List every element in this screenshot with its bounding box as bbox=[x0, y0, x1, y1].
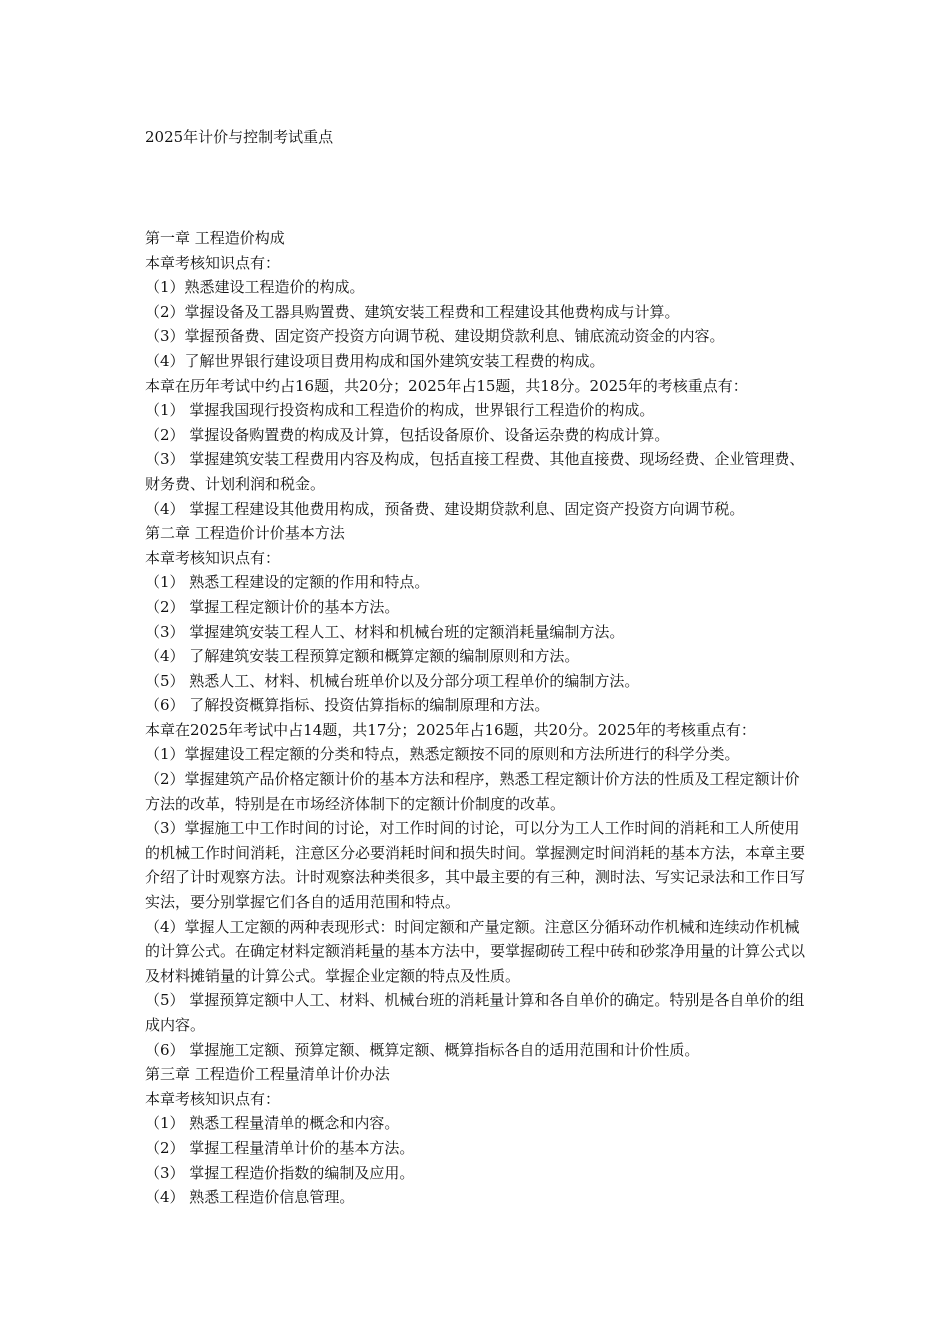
paragraph: （3） 掌握建筑安装工程费用内容及构成，包括直接工程费、其他直接费、现场经费、企业管理费、财务费、计划利润和税金。 bbox=[145, 450, 805, 493]
paragraph: 本章考核知识点有： bbox=[145, 1089, 281, 1108]
paragraph: （3） 掌握建筑安装工程人工、材料和机械台班的定额消耗量编制方法。 bbox=[145, 622, 625, 641]
document-body bbox=[145, 226, 807, 1210]
chapter-2-heading: 第二章 工程造价计价基本方法 bbox=[145, 524, 345, 543]
paragraph: （5） 掌握预算定额中人工、材料、机械台班的消耗量计算和各自单价的确定。特别是各自单价的组成内容。 bbox=[145, 991, 805, 1034]
paragraph: 本章在2025年考试中占14题，共17分；2025年占16题，共20分。2025年的考核重点有： bbox=[145, 720, 756, 739]
chapter-1-heading: 第一章 工程造价构成 bbox=[145, 229, 285, 247]
paragraph: （3）掌握施工中工作时间的讨论，对工作时间的讨论，可以分为工人工作时间的消耗和工人所使用的机械工作时间消耗，注意区分必要消耗时间和损失时间。掌握测定时间消耗的基本方法，本章主要介绍了计时观察方法。计时观察法种类很多，其中最主要的有三种，测时法、写实记录法和工作日写实法，要分别掌握它们各自的适用范围和特点。 bbox=[145, 819, 806, 912]
paragraph: （4） 掌握工程建设其他费用构成，预备费、建设期贷款利息、固定资产投资方向调节税。 bbox=[145, 499, 745, 518]
paragraph: （2） 掌握工程量清单计价的基本方法。 bbox=[145, 1138, 415, 1157]
paragraph: （2） 掌握工程定额计价的基本方法。 bbox=[145, 597, 400, 616]
paragraph: （2）掌握设备及工器具购置费、建筑安装工程费和工程建设其他费构成与计算。 bbox=[145, 302, 680, 321]
paragraph: （1） 熟悉工程量清单的概念和内容。 bbox=[145, 1114, 400, 1133]
paragraph: （2） 掌握设备购置费的构成及计算，包括设备原价、设备运杂费的构成计算。 bbox=[145, 425, 670, 444]
paragraph: （3） 掌握工程造价指数的编制及应用。 bbox=[145, 1163, 415, 1182]
chapter-3-heading: 第三章 工程造价工程量清单计价办法 bbox=[145, 1065, 390, 1084]
paragraph: （6） 了解投资概算指标、投资估算指标的编制原理和方法。 bbox=[145, 696, 550, 715]
paragraph: （2）掌握建筑产品价格定额计价的基本方法和程序，熟悉工程定额计价方法的性质及工程定额计价方法的改革，特别是在市场经济体制下的定额计价制度的改革。 bbox=[145, 770, 800, 813]
paragraph: （1）掌握建设工程定额的分类和特点，熟悉定额按不同的原则和方法所进行的科学分类。 bbox=[145, 745, 740, 764]
paragraph: （3）掌握预备费、固定资产投资方向调节税、建设期贷款利息、铺底流动资金的内容。 bbox=[145, 327, 725, 346]
paragraph: （4）掌握人工定额的两种表现形式：时间定额和产量定额。注意区分循环动作机械和连续动作机械的计算公式。在确定材料定额消耗量的基本方法中，要掌握砌砖工程中砖和砂浆净用量的计算公式以及材料摊销量的计算公式。掌握企业定额的特点及性质。 bbox=[145, 917, 806, 985]
paragraph: （1） 掌握我国现行投资构成和工程造价的构成，世界银行工程造价的构成。 bbox=[145, 401, 655, 420]
paragraph: （5） 熟悉人工、材料、机械台班单价以及分部分项工程单价的编制方法。 bbox=[145, 671, 640, 690]
paragraph: （1）熟悉建设工程造价的构成。 bbox=[145, 278, 365, 297]
paragraph: （4） 熟悉工程造价信息管理。 bbox=[145, 1188, 355, 1207]
paragraph: 本章考核知识点有： bbox=[145, 253, 281, 272]
paragraph: （6） 掌握施工定额、预算定额、概算定额、概算指标各自的适用范围和计价性质。 bbox=[145, 1040, 700, 1059]
paragraph: （4）了解世界银行建设项目费用构成和国外建筑安装工程费的构成。 bbox=[145, 351, 605, 370]
paragraph: 本章在历年考试中约占16题，共20分；2025年占15题，共18分。2025年的考核重点有： bbox=[145, 376, 748, 395]
paragraph: （1） 熟悉工程建设的定额的作用和特点。 bbox=[145, 573, 430, 592]
document-title: 2025年计价与控制考试重点 bbox=[145, 128, 334, 146]
paragraph: （4） 了解建筑安装工程预算定额和概算定额的编制原则和方法。 bbox=[145, 647, 580, 666]
paragraph: 本章考核知识点有： bbox=[145, 548, 281, 567]
